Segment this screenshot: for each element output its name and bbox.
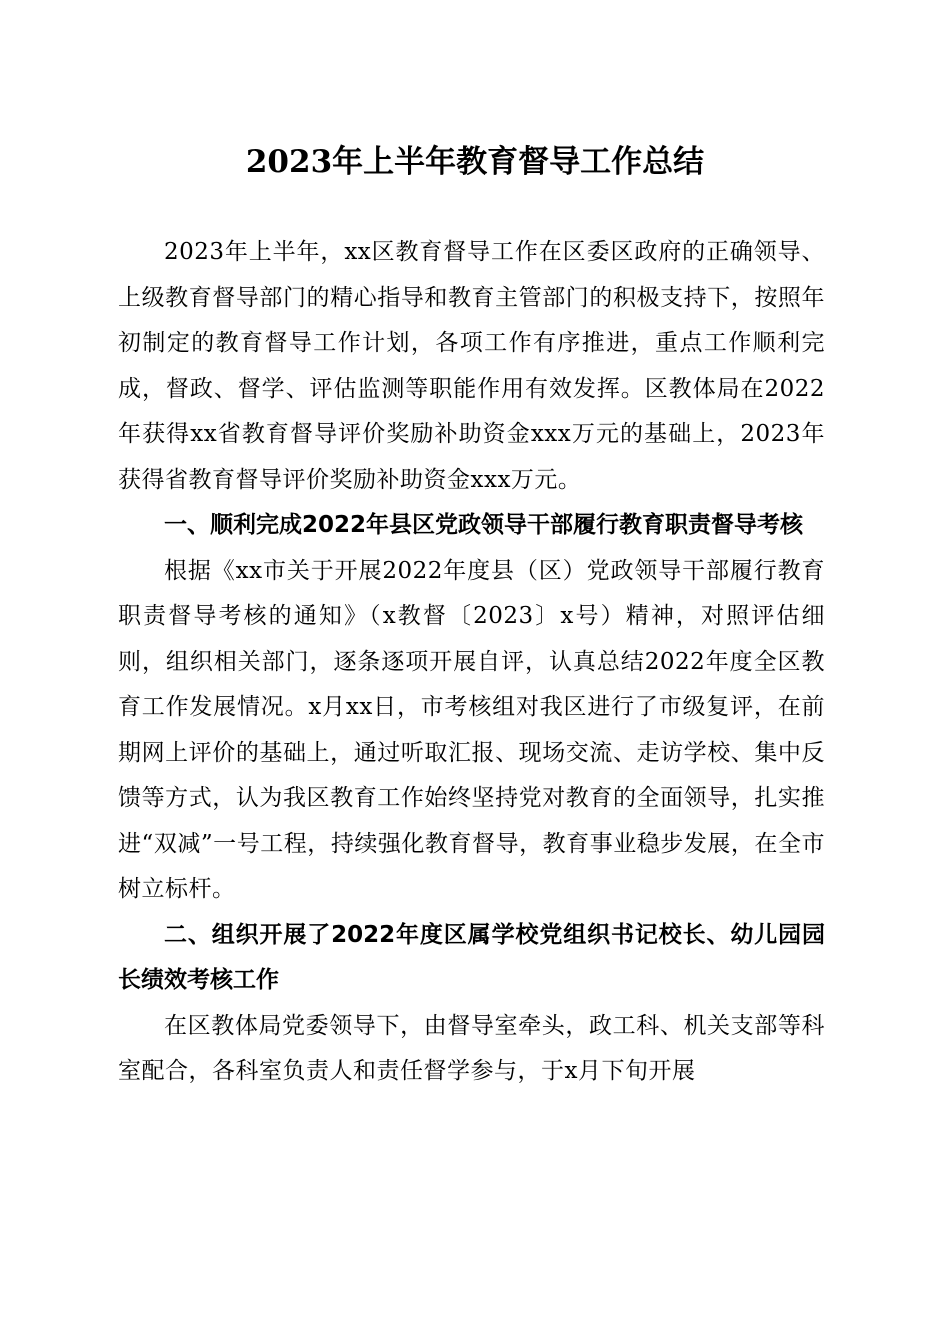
document-body <box>118 230 825 1095</box>
section-2-heading: 二、组织开展了2022年度区属学校党组织书记校长、幼儿园园长绩效考核工作 <box>118 921 825 993</box>
section-2-paragraph: 在区教体局党委领导下，由督导室牵头，政工科、机关支部等科室配合，各科室负责人和责任督学参与，于x月下旬开展 <box>118 1012 825 1084</box>
intro-paragraph: 2023年上半年，xx区教育督导工作在区委区政府的正确领导、上级教育督导部门的精心指导和教育主管部门的积极支持下，按照年初制定的教育督导工作计划，各项工作有序推进，重点工作顺利完成，督政、督学、评估监测等职能作用有效发挥。区教体局在2022年获得xx省教育督导评价奖励补助资金xxx万元的基础上，2023年获得省教育督导评价奖励补助资金xxx万元。 <box>118 239 825 493</box>
section-1-heading: 一、顺利完成2022年县区党政领导干部履行教育职责督导考核 <box>164 512 804 538</box>
document-title: 2023年上半年教育督导工作总结 <box>245 144 705 180</box>
section-1-paragraph: 根据《xx市关于开展2022年度县（区）党政领导干部履行教育职责督导考核的通知》（x教督〔2023〕x号）精神，对照评估细则，组织相关部门，逐条逐项开展自评，认真总结2022年度全区教育工作发展情况。x月xx日，市考核组对我区进行了市级复评，在前期网上评价的基础上，通过听取汇报、现场交流、走访学校、集中反馈等方式，认为我区教育工作始终坚持党对教育的全面领导，扎实推进“双减”一号工程，持续强化教育督导，教育事业稳步发展，在全市树立标杆。 <box>118 557 825 902</box>
